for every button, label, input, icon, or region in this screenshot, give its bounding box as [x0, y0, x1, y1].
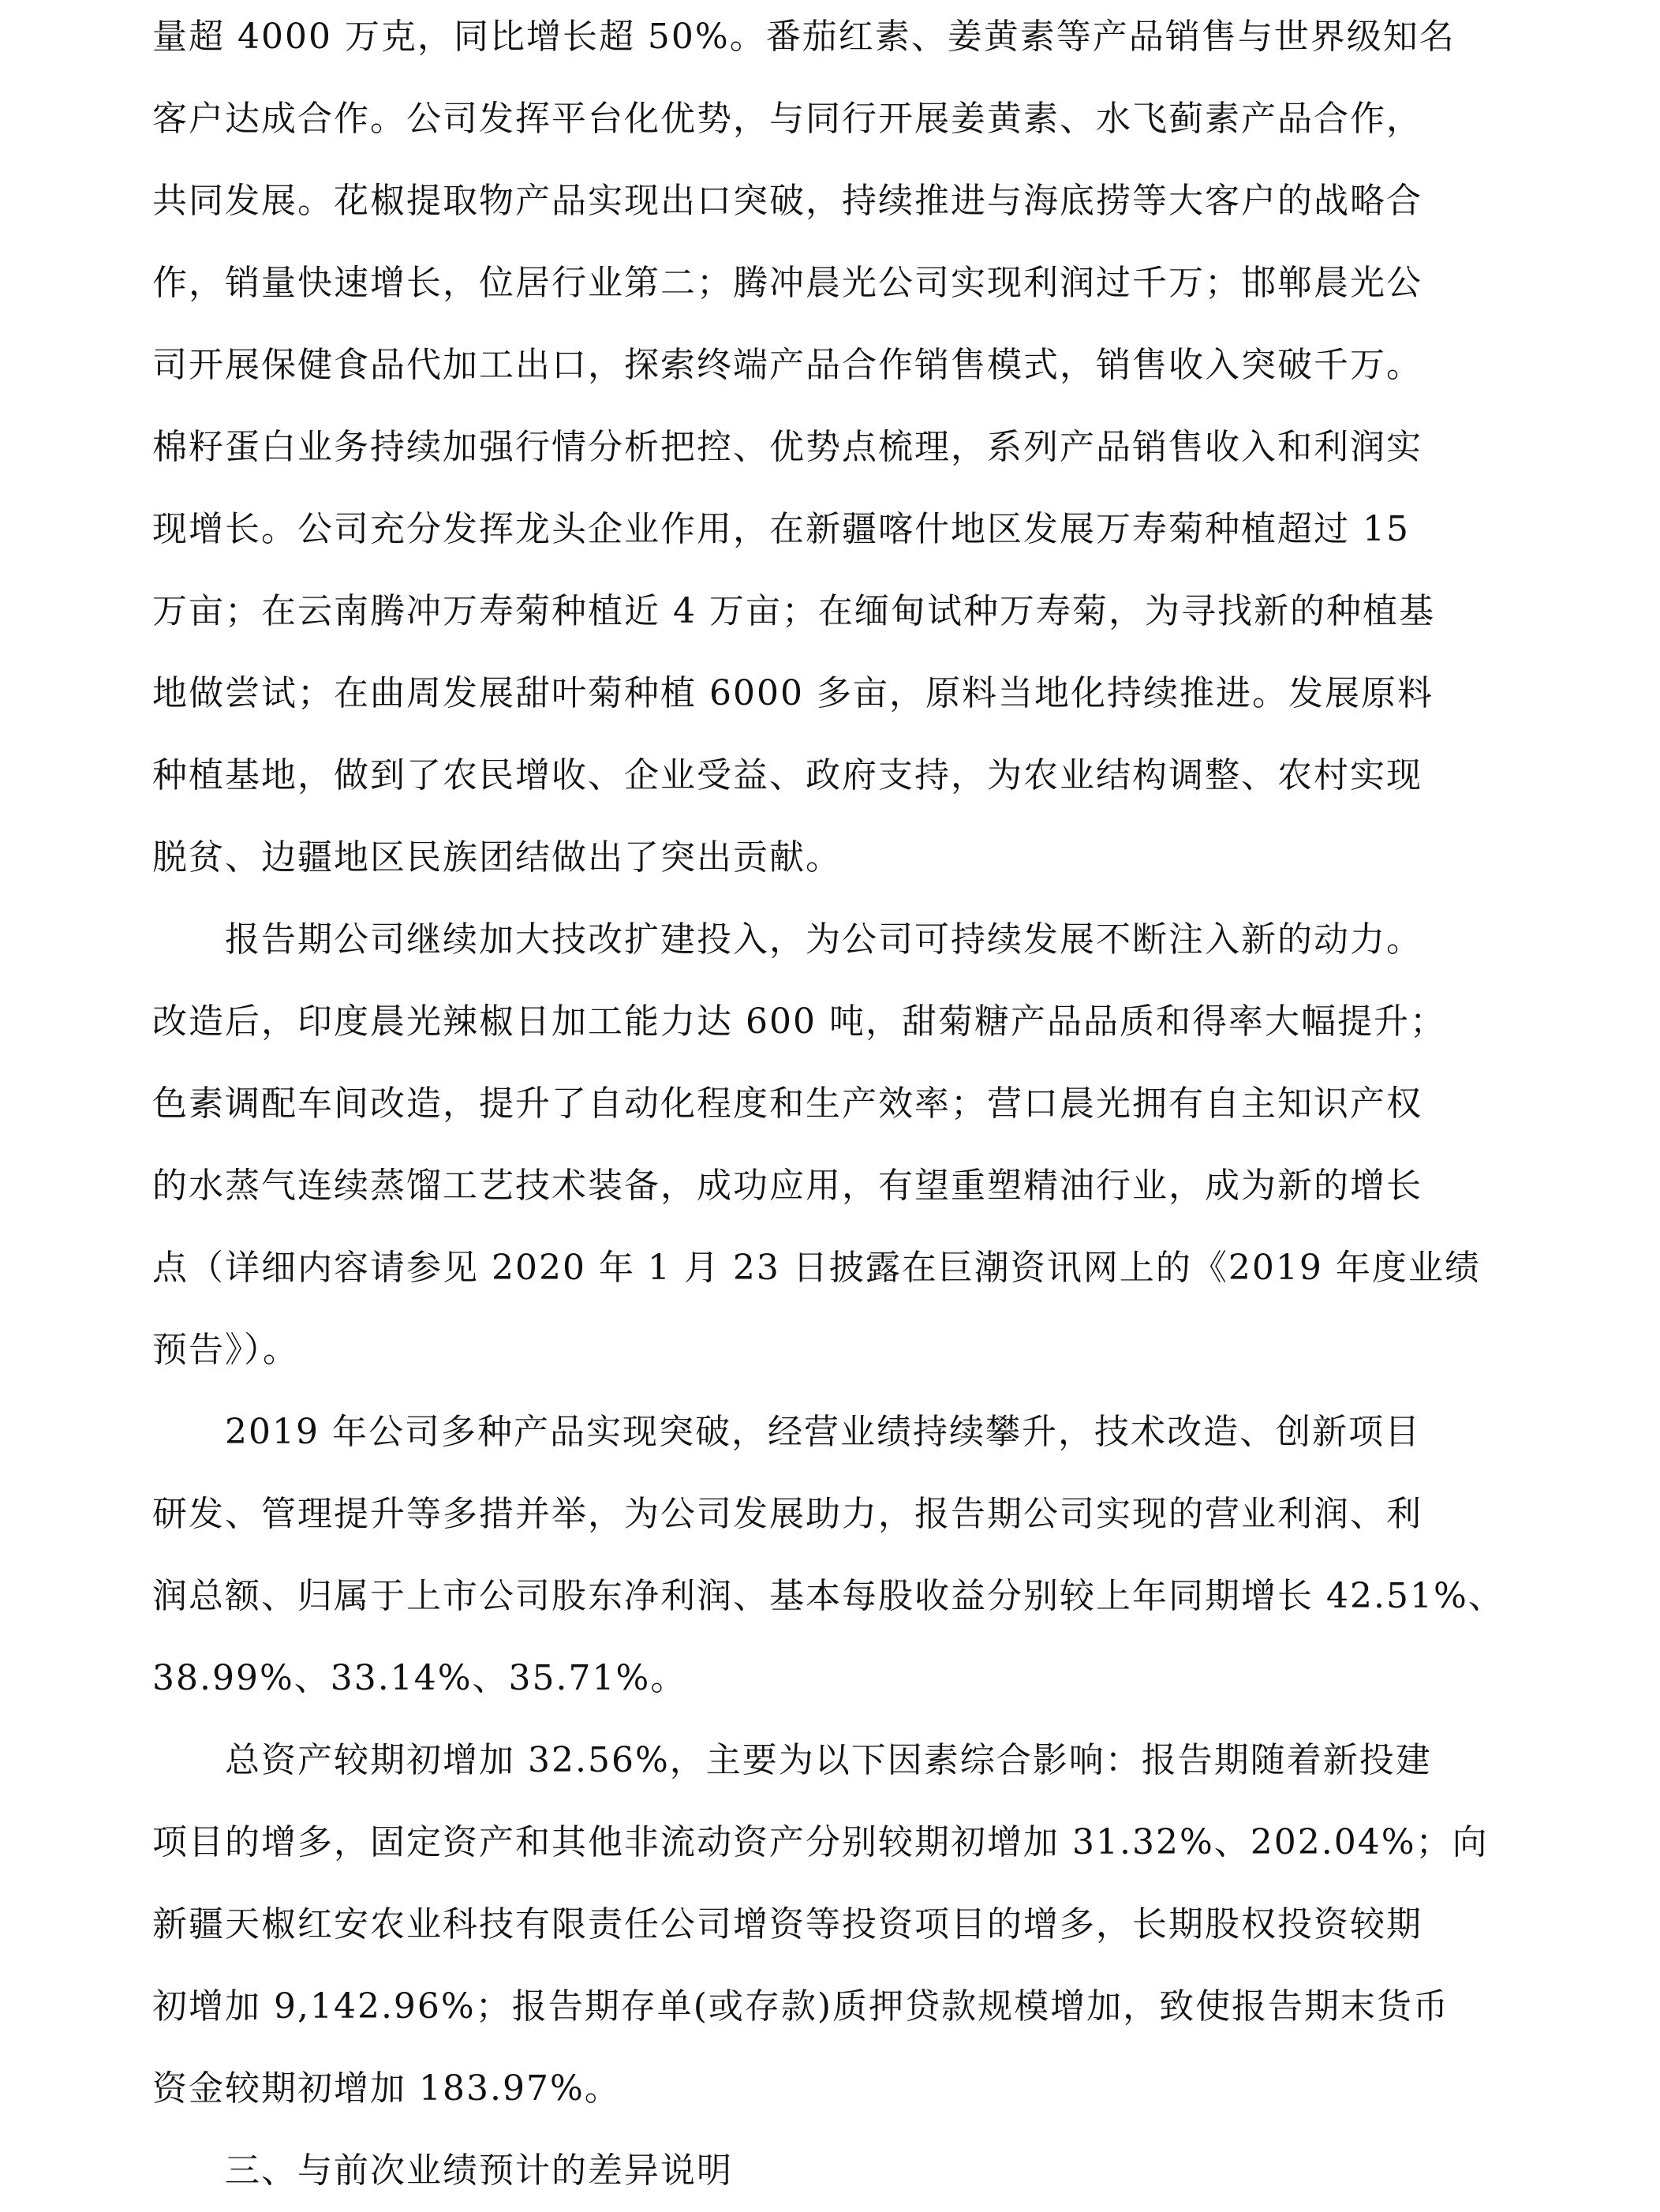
paragraph-3-line-2: 研发、管理提升等多措并举，为公司发展助力，报告期公司实现的营业利润、利: [152, 1494, 1423, 1534]
paragraph-2-line-6: 预告》）。: [152, 1330, 299, 1370]
paragraph-1-line-3: 共同发展。花椒提取物产品实现出口突破，持续推进与海底捞等大客户的战略合: [152, 181, 1423, 221]
paragraph-1-line-11: 脱贫、边疆地区民族团结做出了突出贡献。: [152, 837, 842, 878]
paragraph-4-line-1: 总资产较期初增加 32.56%，主要为以下因素综合影响：报告期随着新投建: [225, 1740, 1432, 1780]
paragraph-1-line-1: 量超 4000 万克，同比增长超 50%。番茄红素、姜黄素等产品销售与世界级知名: [152, 17, 1456, 57]
paragraph-1-line-2: 客户达成合作。公司发挥平台化优势，与同行开展姜黄素、水飞蓟素产品合作，: [152, 99, 1423, 139]
section-heading: 三、与前次业绩预计的差异说明: [225, 2150, 733, 2191]
paragraph-4-line-3: 新疆天椒红安农业科技有限责任公司增资等投资项目的增多，长期股权投资较期: [152, 1904, 1423, 1944]
paragraph-1-line-9: 地做尝试；在曲周发展甜叶菊种植 6000 多亩，原料当地化持续推进。发展原料: [152, 673, 1434, 713]
paragraph-2-line-1: 报告期公司继续加大技改扩建投入，为公司可持续发展不断注入新的动力。: [225, 919, 1423, 960]
paragraph-3-line-1: 2019 年公司多种产品实现突破，经营业绩持续攀升，技术改造、创新项目: [225, 1412, 1421, 1452]
paragraph-2-line-4: 的水蒸气连续蒸馏工艺技术装备，成功应用，有望重塑精油行业，成为新的增长: [152, 1166, 1423, 1206]
paragraph-4-line-4: 初增加 9,142.96%；报告期存单(或存款)质押贷款规模增加，致使报告期末货币: [152, 1986, 1450, 2027]
paragraph-1-line-6: 棉籽蛋白业务持续加强行情分析把控、优势点梳理，系列产品销售收入和利润实: [152, 427, 1423, 467]
paragraph-4-line-2: 项目的增多，固定资产和其他非流动资产分别较期初增加 31.32%、202.04%；向: [152, 1822, 1489, 1862]
paragraph-3-line-3: 润总额、归属于上市公司股东净利润、基本每股收益分别较上年同期增长 42.51%、: [152, 1576, 1505, 1616]
paragraph-4-line-5: 资金较期初增加 183.97%。: [152, 2068, 621, 2109]
paragraph-1-line-4: 作，销量快速增长，位居行业第二；腾冲晨光公司实现利润过千万；邯郸晨光公: [152, 263, 1423, 303]
paragraph-1-line-8: 万亩；在云南腾冲万寿菊种植近 4 万亩；在缅甸试种万寿菊，为寻找新的种植基: [152, 591, 1435, 631]
paragraph-1-line-10: 种植基地，做到了农民增收、企业受益、政府支持，为农业结构调整、农村实现: [152, 755, 1423, 795]
paragraph-2-line-2: 改造后，印度晨光辣椒日加工能力达 600 吨，甜菊糖产品品质和得率大幅提升；: [152, 1001, 1446, 1042]
paragraph-2-line-3: 色素调配车间改造，提升了自动化程度和生产效率；营口晨光拥有自主知识产权: [152, 1084, 1423, 1124]
paragraph-1-line-7: 现增长。公司充分发挥龙头企业作用，在新疆喀什地区发展万寿菊种植超过 15: [152, 509, 1410, 549]
paragraph-2-line-5: 点（详细内容请参见 2020 年 1 月 23 日披露在巨潮资讯网上的《2019 年度业绩: [152, 1248, 1481, 1288]
paragraph-3-line-4: 38.99%、33.14%、35.71%。: [152, 1658, 687, 1698]
paragraph-1-line-5: 司开展保健食品代加工出口，探索终端产品合作销售模式，销售收入突破千万。: [152, 345, 1423, 385]
